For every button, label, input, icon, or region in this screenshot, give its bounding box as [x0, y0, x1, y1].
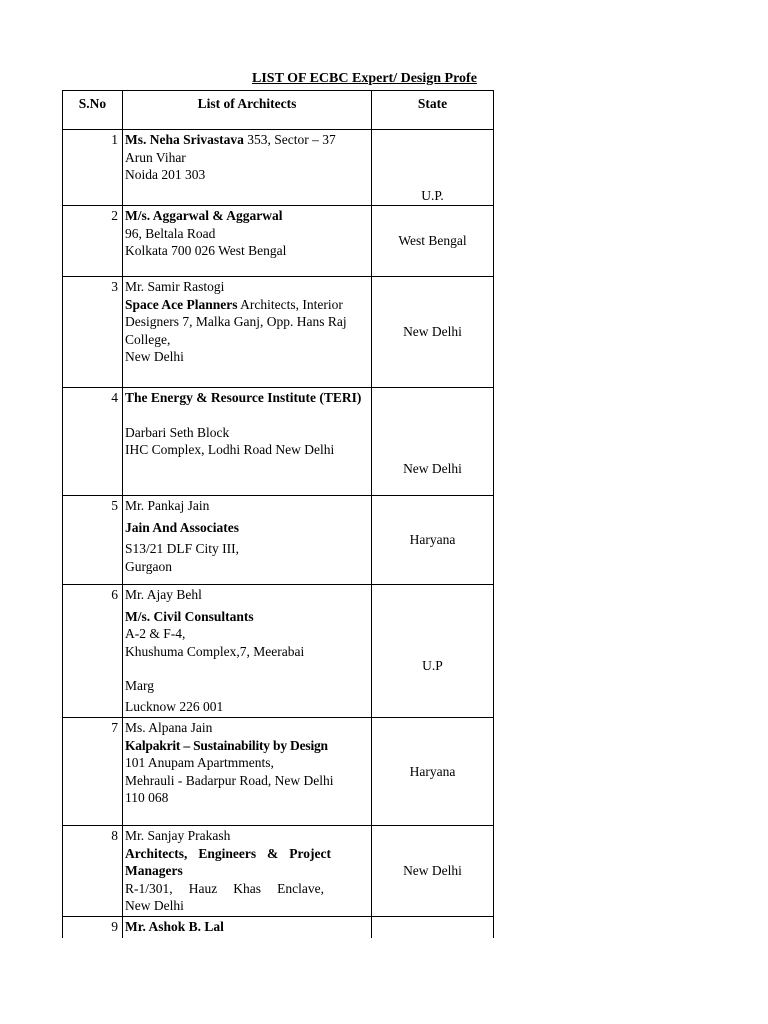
entry-address: 110 068 — [125, 790, 169, 805]
entry-address: Mehrauli - Badarpur Road, New Delhi — [125, 772, 334, 788]
table-row — [63, 496, 494, 585]
entry-firm: Space Ace Planners — [125, 296, 238, 312]
entry-address: Architects, Interior Designers 7, Malka Ganj, Opp. Hans Raj College, — [125, 296, 347, 347]
entry-address: S13/21 DLF City III, — [125, 541, 240, 556]
row-state: New Delhi — [372, 388, 494, 496]
entry-address: 353, Sector – 37 — [247, 132, 336, 147]
entry-address: R-1/301, Hauz Khas Enclave, — [125, 880, 324, 896]
entry-address: New Delhi — [125, 898, 184, 913]
architects-table — [62, 90, 494, 938]
entry-person: Mr. Ajay Behl — [125, 587, 202, 602]
entry-address: Marg — [125, 678, 154, 693]
row-entry — [123, 206, 372, 277]
entry-address: Lucknow 226 001 — [125, 698, 224, 714]
table-row — [63, 130, 494, 206]
row-entry — [123, 277, 372, 388]
table-row — [63, 277, 494, 388]
entry-name: M/s. Aggarwal & Aggarwal — [125, 208, 283, 223]
row-state: West Bengal — [372, 206, 494, 277]
table-row — [63, 388, 494, 496]
row-state: Haryana — [372, 496, 494, 585]
table-row — [63, 206, 494, 277]
document-title: LIST OF ECBC Expert/ Design Profe — [252, 71, 477, 86]
row-entry — [123, 585, 372, 718]
row-entry — [123, 826, 372, 917]
entry-person: Mr. Sanjay Prakash — [125, 828, 231, 843]
header-architects: List of Architects — [123, 91, 372, 130]
row-sno: 4 — [63, 388, 123, 496]
entry-address: A-2 & F-4, — [125, 626, 186, 641]
entry-address: Gurgaon — [125, 558, 172, 574]
row-entry — [123, 916, 372, 938]
row-entry — [123, 496, 372, 585]
entry-firm: M/s. Civil Consultants — [125, 608, 254, 624]
table-row — [63, 585, 494, 718]
row-state: New Delhi — [372, 277, 494, 388]
entry-person: Mr. Ashok B. Lal — [125, 918, 224, 934]
row-sno: 2 — [63, 206, 123, 277]
entry-address: 96, Beltala Road — [125, 225, 216, 241]
row-entry — [123, 388, 372, 496]
row-state: U.P. — [372, 130, 494, 206]
entry-address: New Delhi — [125, 349, 184, 364]
entry-firm: Architects, Engineers & Project Managers — [125, 845, 331, 878]
entry-firm: Jain And Associates — [125, 519, 240, 535]
table-row — [63, 916, 494, 938]
row-state: New Delhi — [372, 826, 494, 917]
row-state: U.P — [372, 585, 494, 718]
entry-address: Noida 201 303 — [125, 167, 206, 182]
entry-person: Mr. Samir Rastogi — [125, 279, 225, 294]
header-state: State — [372, 91, 494, 130]
row-sno: 3 — [63, 277, 123, 388]
entry-address: Kolkata 700 026 West Bengal — [125, 243, 287, 258]
entry-name: Ms. Neha Srivastava — [125, 132, 244, 147]
row-state — [372, 916, 494, 938]
entry-address: Khushuma Complex,7, Meerabai — [125, 643, 305, 659]
row-sno: 1 — [63, 130, 123, 206]
entry-address: 101 Anupam Apartmments, — [125, 755, 274, 770]
entry-person: Ms. Alpana Jain — [125, 720, 213, 735]
row-sno: 5 — [63, 496, 123, 585]
header-sno: S.No — [63, 91, 123, 130]
entry-firm: Kalpakrit – Sustainability by Design — [125, 737, 328, 753]
row-sno: 7 — [63, 718, 123, 826]
table-header-row — [63, 91, 494, 130]
row-sno: 8 — [63, 826, 123, 917]
entry-address: Darbari Seth Block — [125, 424, 230, 440]
entry-address: Arun Vihar — [125, 149, 186, 165]
entry-address: IHC Complex, Lodhi Road New Delhi — [125, 442, 335, 457]
entry-firm: The Energy & Resource Institute (TERI) — [125, 390, 362, 405]
row-entry — [123, 718, 372, 826]
row-state: Haryana — [372, 718, 494, 826]
row-entry — [123, 130, 372, 206]
table-row — [63, 826, 494, 917]
row-sno: 6 — [63, 585, 123, 718]
row-sno: 9 — [63, 916, 123, 938]
table-row — [63, 718, 494, 826]
entry-person: Mr. Pankaj Jain — [125, 498, 210, 513]
